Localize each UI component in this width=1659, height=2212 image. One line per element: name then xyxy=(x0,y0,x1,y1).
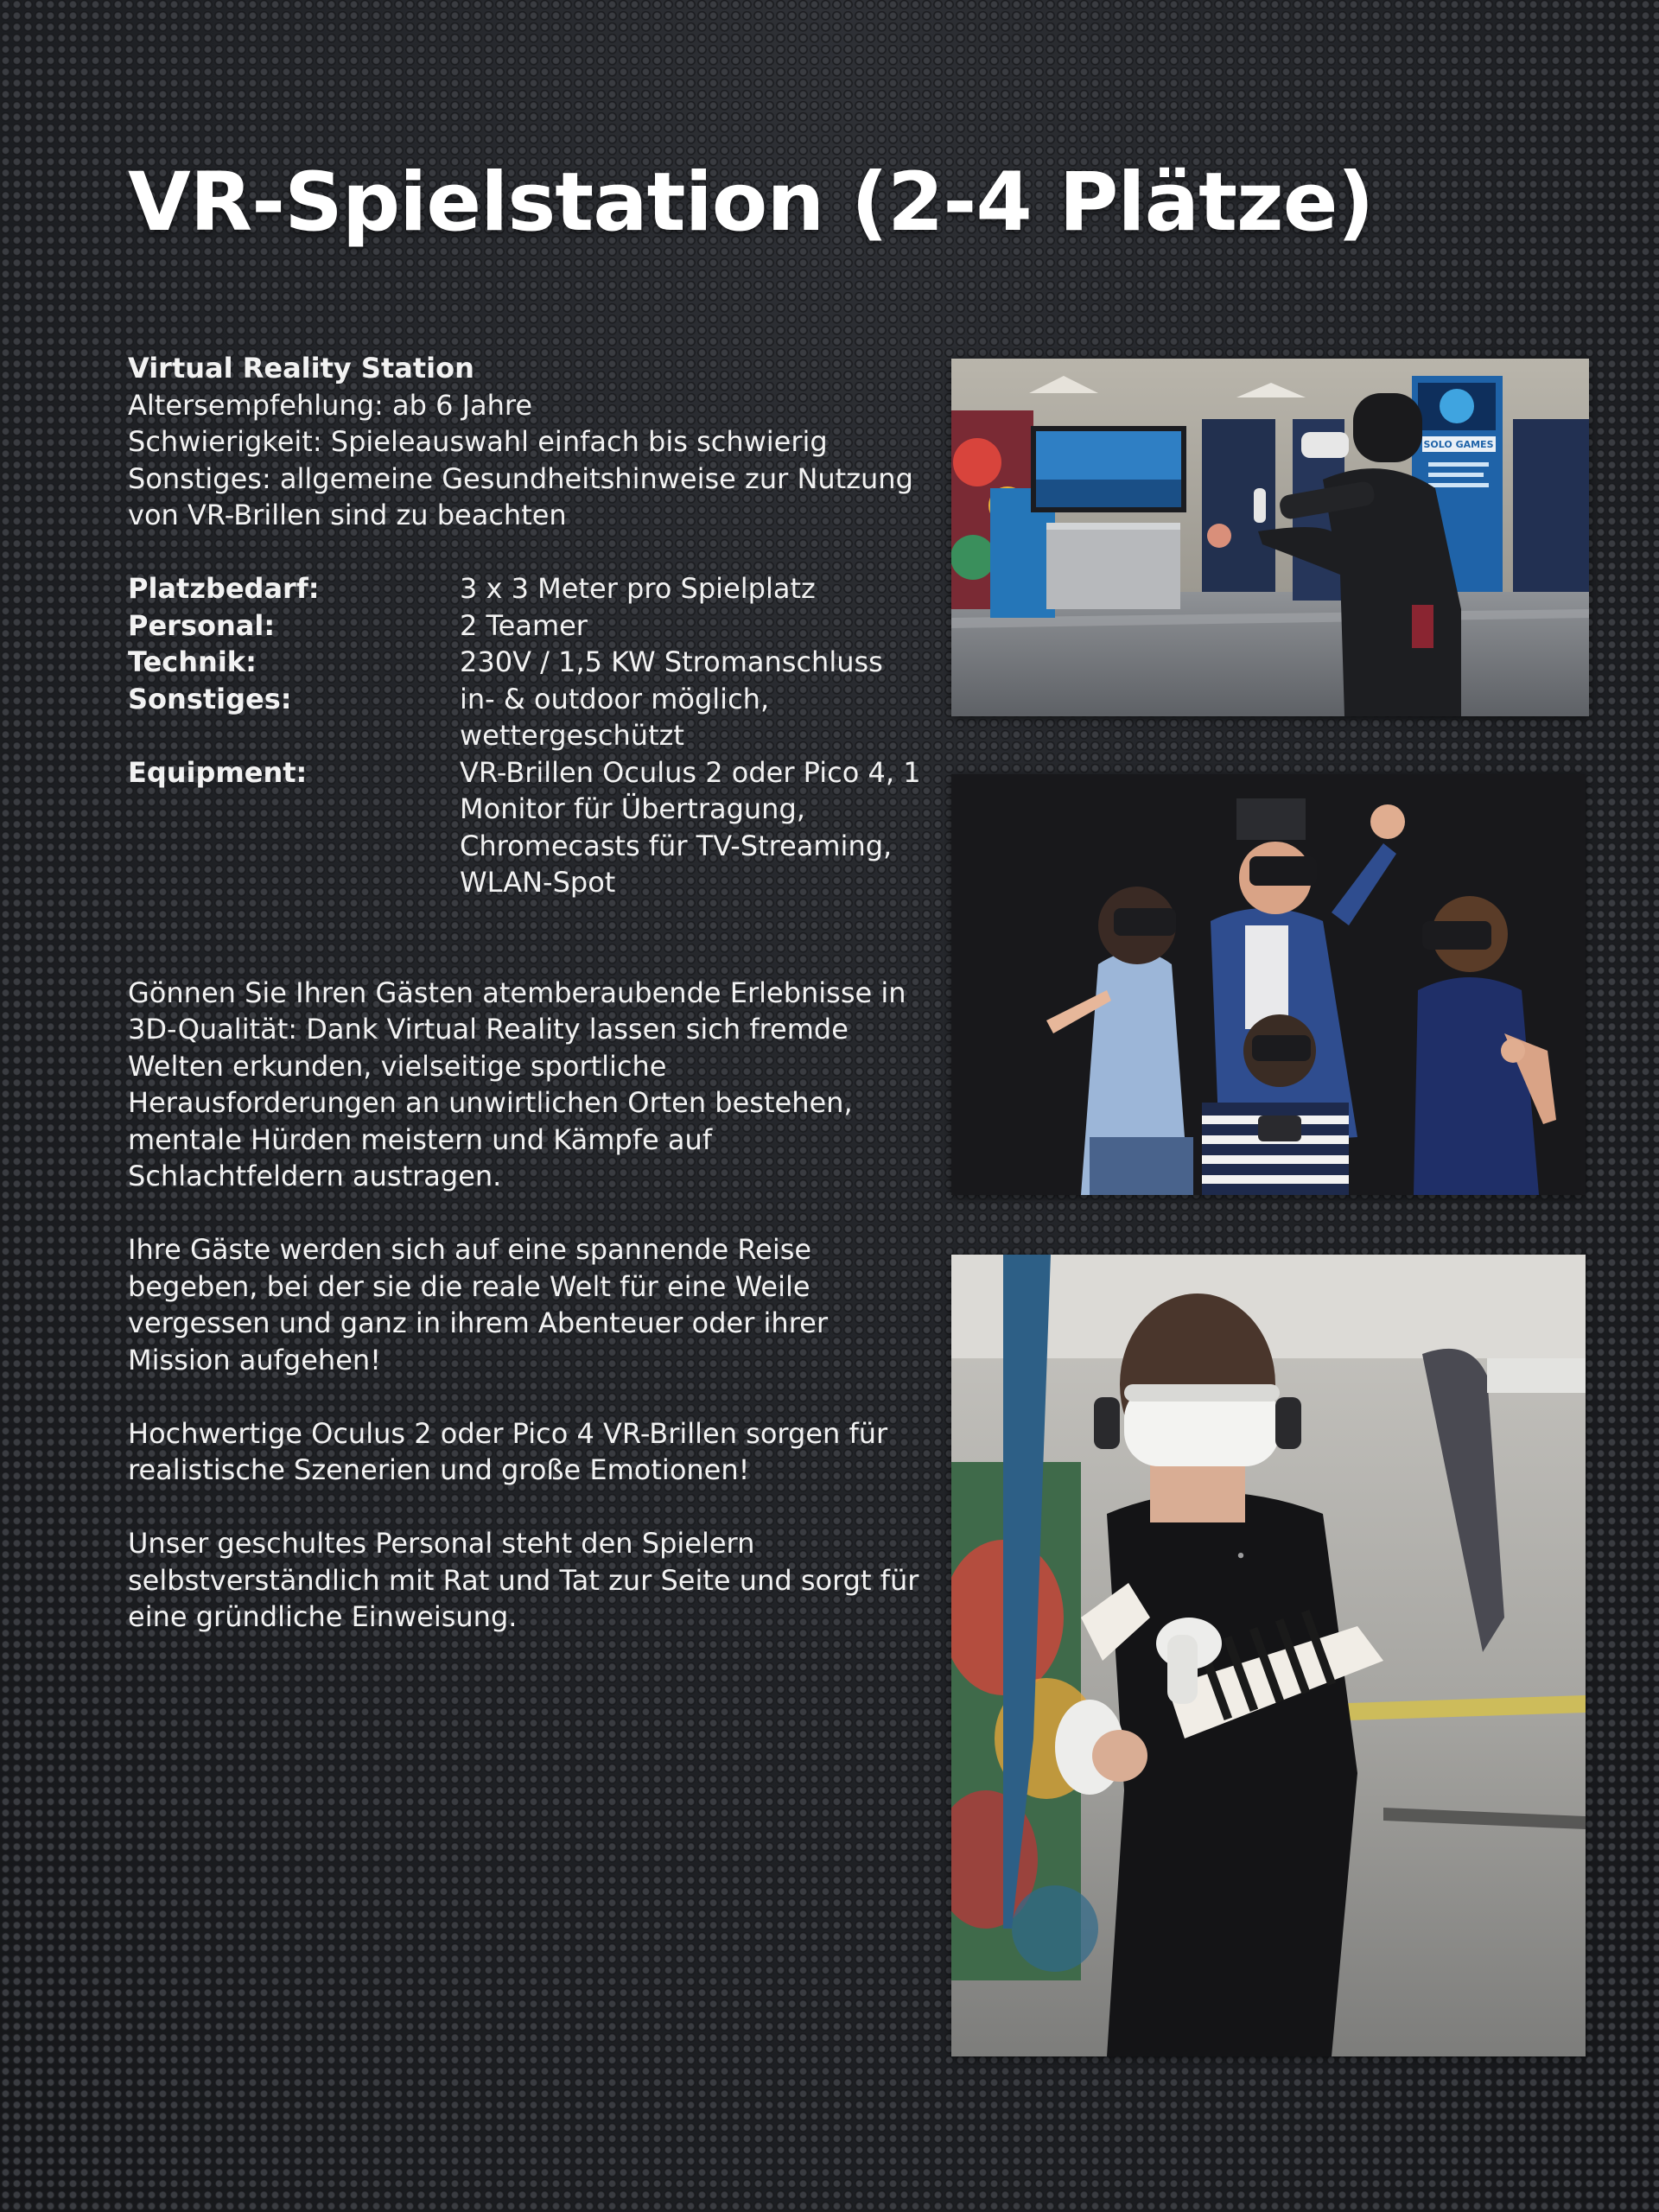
text-column xyxy=(128,350,931,1636)
spec-value: 230V / 1,5 KW Stromanschluss xyxy=(460,645,883,678)
page-title: VR-Spielstation (2-4 Plätze) xyxy=(128,156,1374,250)
description-paragraph: Ihre Gäste werden sich auf eine spannende Reise begeben, bei der sie die reale Welt für eine Weile vergessen und ganz in ihrem Abenteuer oder ihrer Mission aufgehen! xyxy=(128,1233,828,1376)
intro-line-difficulty: Schwierigkeit: Spieleauswahl einfach bis schwierig xyxy=(128,425,828,458)
spec-value: 2 Teamer xyxy=(460,608,588,642)
spec-table xyxy=(128,570,931,901)
spec-value: VR-Brillen Oculus 2 oder Pico 4, 1 Monitor für Übertragung, Chromecasts für TV-Streaming, WLAN-Spot xyxy=(460,755,921,899)
spec-label: Platzbedarf: xyxy=(128,572,320,605)
spec-value: 3 x 3 Meter pro Spielplatz xyxy=(460,572,816,605)
intro-line-age: Altersempfehlung: ab 6 Jahre xyxy=(128,388,533,422)
spec-label: Technik: xyxy=(128,645,257,678)
spec-label: Personal: xyxy=(128,608,276,642)
description-paragraph: Gönnen Sie Ihren Gästen atemberaubende Erlebnisse in 3D-Qualität: Dank Virtual Reality lassen sich fremde Welten erkunden, vielseitige sportliche Herausforderungen an unwirtlichen Orten bestehen, mentale Hürden meistern und Kämpfe auf Schlachtfeldern austragen. xyxy=(128,976,906,1192)
intro-heading: Virtual Reality Station xyxy=(128,352,474,385)
svg-text:•: • xyxy=(1236,1548,1246,1566)
photo-vr-family-image xyxy=(951,774,1586,1195)
spec-label: Equipment: xyxy=(128,755,308,789)
description-paragraph: Hochwertige Oculus 2 oder Pico 4 VR-Brillen sorgen für realistische Szenerien und große Emotionen! xyxy=(128,1416,888,1486)
spec-label: Sonstiges: xyxy=(128,682,292,715)
banner-text: SOLO GAMES xyxy=(1423,439,1494,450)
photo-vr-player xyxy=(951,1255,1586,2056)
photo-vr-player-image xyxy=(951,1255,1586,2056)
photo-vr-booth xyxy=(951,359,1589,716)
spec-value: in- & outdoor möglich, wettergeschützt xyxy=(460,682,770,752)
description-paragraph: Unser geschultes Personal steht den Spielern selbstverständlich mit Rat und Tat zur Seite und sorgt für eine gründliche Einweisung. xyxy=(128,1527,919,1633)
photo-vr-family xyxy=(951,774,1586,1195)
photo-vr-booth-image xyxy=(951,359,1589,716)
intro-line-other: Sonstiges: allgemeine Gesundheitshinweise zur Nutzung von VR-Brillen sind zu beachten xyxy=(128,461,913,531)
